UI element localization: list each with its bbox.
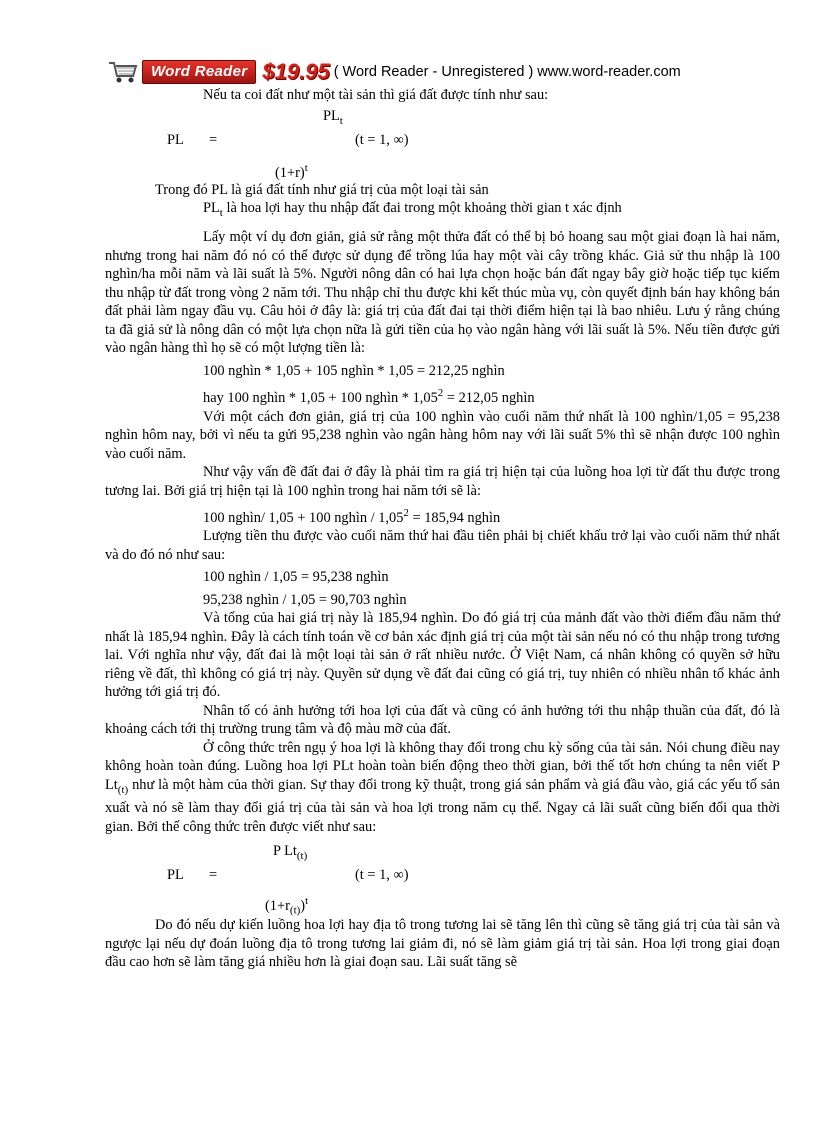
banner-text: ( Word Reader - Unregistered ) www.word-reader.com [333, 64, 681, 80]
definition-1: Trong đó PL là giá đất tính như giá trị của một loại tài sản [155, 181, 489, 198]
calc-3: 100 nghìn/ 1,05 + 100 nghìn / $1,05^2 = 185,94$ nghìn [203, 507, 501, 526]
paragraph-6: Nhân tố có ảnh hưởng tới hoa lợi của đất và cũng có ảnh hưởng tới thu nhập thuần của đất, đó là khoảng cách tới thị trường trung tâm và độ màu mỡ của đất. [105, 702, 780, 738]
calc-4: 100 nghìn / 1,05 = 95,238 nghìn [203, 569, 389, 586]
intro-line: Nếu ta coi đất như một tài sản thì giá đất được tính như sau: [203, 87, 549, 103]
paragraph-5: Và tổng của hai giá trị này là 185,94 nghìn. Do đó giá trị của mảnh đất vào thời điểm đầu năm thứ nhất là 185,94 nghìn. Đây là cách tính toán về cơ bản xác định giá trị của một tài sản nếu nó có thu nhập trong tương lai. Với nghĩa như vậy, đất đai là một loại tài sản ở rất nhiều nước. Ở Việt Nam, cá nhân không có quyền sở hữu riêng về đất, thì không có giá trị này. Quyền sử dụng về đất đai cũng có giá trị, tuy nhiên có nhiều nhân tố khác ảnh hưởng tới giá trị đó. [105, 610, 780, 701]
formula-2-numerator: P $Lt_{(t)}$ [273, 843, 308, 863]
paragraph-8: Do đó nếu dự kiến luồng hoa lợi hay địa tô trong tương lai sẽ tăng lên thì cũng sẽ tăng giá trị của tài sản và ngược lại nếu dự đoán luồng địa tô trong tương lai giảm đi, nó sẽ làm giảm giá trị tài sản. Hoa lợi trong giai đoạn đầu cao hơn sẽ làm tăng giá nhiều hơn là giai đoạn sau. Lãi suất tăng sẽ [105, 917, 780, 971]
formula-2-lhs: PL [167, 867, 184, 884]
calc-2: hay 100 nghìn * 1,05 + 100 nghìn * $1,05^2 = 212,05$ nghìn [203, 387, 535, 407]
formula-2-equals: = [209, 867, 218, 884]
paragraph-3: Như vậy vấn đề đất đai ở đây là phải tìm ra giá trị hiện tại của luồng hoa lợi từ đất thu được trong tương lai. Bởi giá trị hiện tại là 100 nghìn trong hai năm tới sẽ là: [105, 464, 780, 499]
formula-1-numerator: $PL_t$ [323, 107, 343, 127]
paragraph-7: Ở công thức trên ngụ ý hoa lợi là không thay đổi trong chu kỳ sống của tài sản. Nói chung điều nay không hoàn toàn đúng. Luồng hoa lợi PLt hoàn toàn biến động theo thời gian, bởi thế tốt hơn chúng ta nên viết P $Lt_{(t)}$ như là một hàm của thời gian. Sự thay đổi trong kỹ thuật, trong giá sản phẩm và giá đầu vào, giá các yếu tố sản xuất và nó sẽ làm thay đổi giá trị của tài sản và hoa lợi trong năm cụ thể. Ngay cả lãi suất cũng biến đổi qua thời gian. Bởi thế công thức trên được viết như sau: [105, 739, 780, 835]
shopping-cart-icon [108, 59, 138, 85]
document-page [105, 86, 780, 972]
definition-2: $PL_t$ là hoa lợi hay thu nhập đất đai trong một khoảng thời gian t xác định [203, 200, 622, 219]
formula-1-lhs: PL [167, 131, 184, 148]
formula-1 [105, 105, 780, 181]
unregistered-banner [108, 57, 681, 87]
paragraph-2: Với một cách đơn giản, giá trị của 100 nghìn vào cuối năm thứ nhất là 100 nghìn/1,05 = 95,238 nghìn hôm nay, bởi vì nếu ta gửi 95,238 nghìn vào ngân hàng hôm nay với lãi suất 5% thì sẽ nhận được 100 nghìn vào cuối năm. [105, 408, 780, 462]
calc-5: 95,238 nghìn / 1,05 = 90,703 nghìn [203, 591, 407, 608]
formula-1-equals: = [209, 131, 218, 148]
price-label: $19.95 [262, 59, 330, 84]
paragraph-4: Lượng tiền thu được vào cuối năm thứ hai đầu tiên phải bị chiết khấu trở lại vào cuối năm thứ nhất và do đó nó như sau: [105, 528, 780, 563]
formula-2-condition: (t = 1, ∞) [355, 867, 409, 884]
calc-1: 100 nghìn * 1,05 + 105 nghìn * 1,05 = 212,25 nghìn [203, 362, 505, 379]
formula-2-denominator: $(1+r_{(t)})^t$ [265, 895, 309, 918]
formula-2 [105, 836, 780, 916]
formula-1-condition: (t = 1, ∞) [355, 131, 409, 148]
brand-badge: Word Reader [142, 60, 256, 84]
formula-1-denominator: $(1+r)^t$ [275, 161, 308, 181]
paragraph-1: Lấy một ví dụ đơn giản, giả sử rằng một thửa đất có thể bị bỏ hoang sau một giai đoạn là hai năm, nhưng trong hai năm đó nó có thể được sử dụng để trồng lúa hay một vài cây trồng khác. Giả sử thu nhập là 100 nghìn/ha mỗi năm và lãi suất là 5%. Người nông dân có hai lựa chọn hoặc bán đất ngay bây giờ hoặc tiếp tục kiếm thu nhập từ đất trong vòng 2 năm tới. Thu nhập chỉ thu được khi kết thúc mùa vụ, còn quyết định bán hay không bán đất phải làm ngay đầu vụ. Câu hỏi ở đây là: giá trị của đất đai tại thời điểm hiện tại là bao nhiêu. Lưu ý rằng chúng ta đã giả sử là nông dân có một lựa chọn nữa là gửi tiền của họ vào ngân hàng với lãi suất là 5%. Nếu tiền được gửi vào ngân hàng thì họ sẽ có một lượng tiền là: [105, 229, 780, 357]
